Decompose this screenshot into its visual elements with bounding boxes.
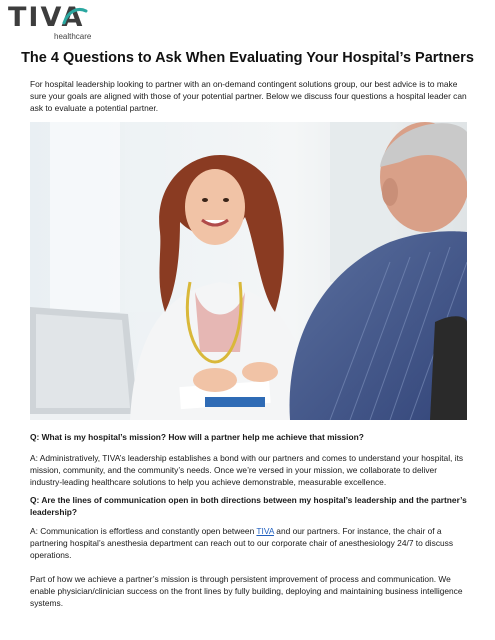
logo-wordmark: TIVA [8,2,85,33]
logo-subtitle: healthcare [54,32,92,41]
tiva-logo[interactable] [8,2,92,42]
answer-2-start: A: Communication is effortless and constantly open between [30,526,257,536]
paragraph-3: Part of how we achieve a partner’s mission is through persistent improvement of process and communication. We enable physician/clinician success on the front lines by fully building, deploying and maintaining business intelligence systems. [30,574,463,609]
logo-swoosh-icon [62,7,88,27]
page-title: The 4 Questions to Ask When Evaluating Your Hospital’s Partners [21,50,474,66]
intro-paragraph: For hospital leadership looking to partner with an on-demand contingent solutions group, our best advice is to make sure your goals are aligned with those of your potential partner. Below we discuss four questions a hospital leader can ask to evaluate a potential partner. [30,79,467,114]
question-2: Q: Are the lines of communication open in both directions between my hospital’s leadership and the partner’s leadership? [30,495,467,518]
answer-1: A: Administratively, TIVA’s leadership establishes a bond with our partners and comes to understand your hospital, its mission, community, and the community’s needs. Once we’re versed in your mission, we collaborate to deliver industry-leading healthcare solutions to help you achieve demonstrable, measurable excellence. [30,453,464,488]
tiva-link[interactable]: TIVA [256,526,274,536]
answer-2 [30,525,470,562]
doctor-patient-illustration [30,122,467,420]
answer-2-end: and our partners. For instance, the chair of a partnering hospital’s anesthesia department can reach out to our corporate chair of anesthesiology 24/7 to discuss operations. [30,526,454,561]
hero-photo [30,122,467,420]
question-1: Q: What is my hospital’s mission? How will a partner help me achieve that mission? [30,432,364,442]
